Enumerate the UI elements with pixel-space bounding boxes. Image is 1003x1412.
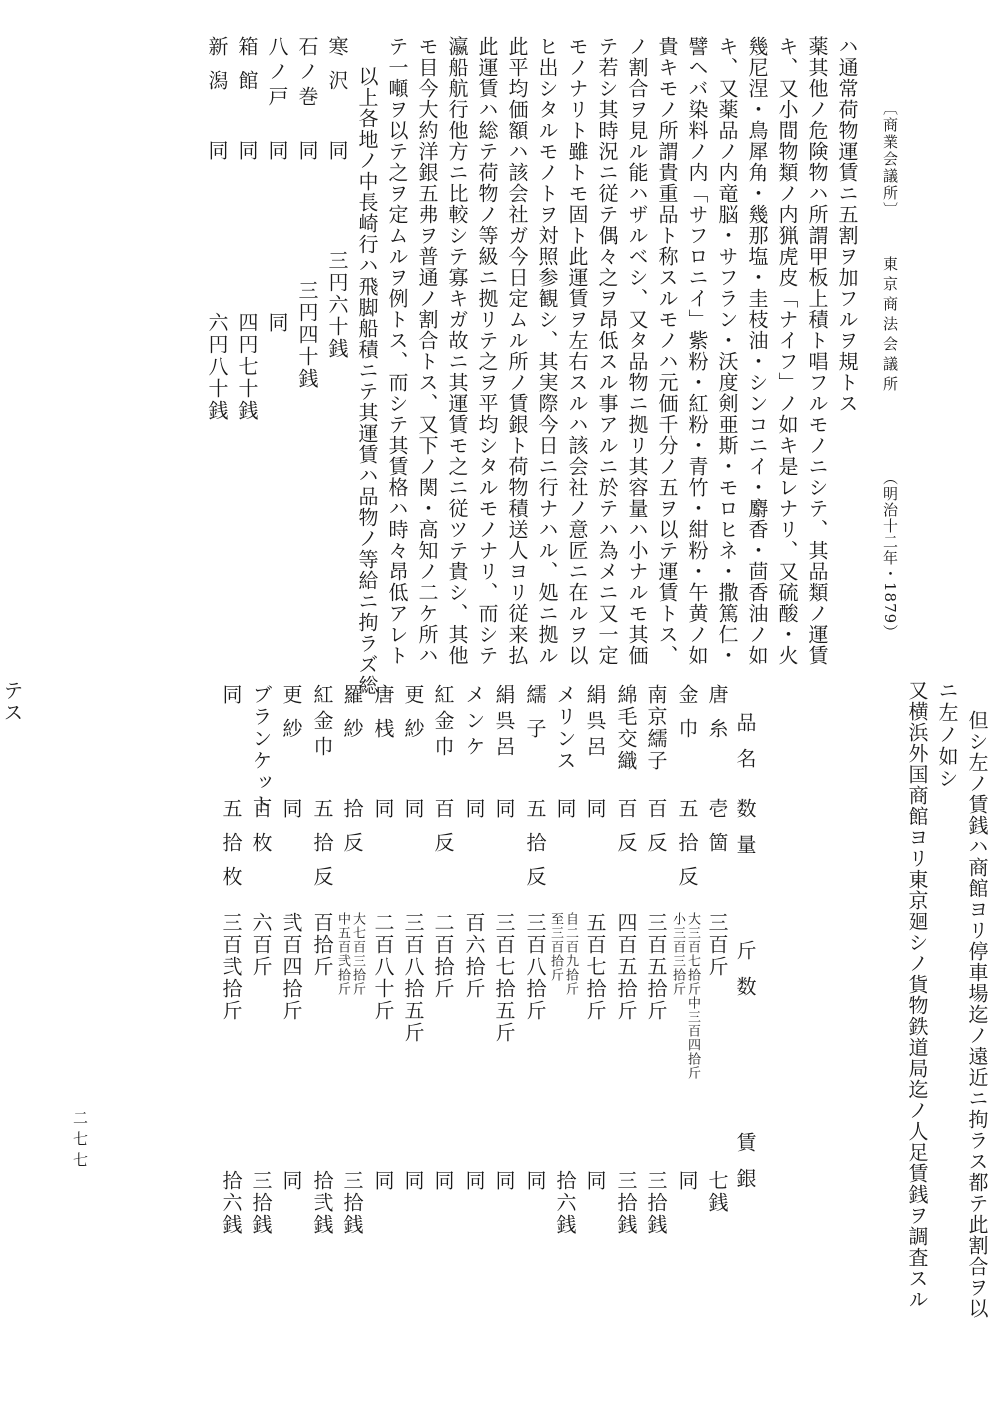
row-item: 綿毛交織 <box>614 684 638 772</box>
header-wage: 賃銀 <box>733 1132 757 1204</box>
row-qty: 拾反 <box>340 798 364 866</box>
row-wage: 七銭 <box>705 1170 729 1214</box>
row-item: 唐糸 <box>705 684 729 752</box>
text-line: モノナリト雖トモ固ト此運賃ヲ左右スルハ該会社ノ意匠ニ在ルヲ以 <box>565 36 589 666</box>
row-weight <box>549 912 577 996</box>
row-qty: 百反 <box>431 798 455 866</box>
text-line: ノ割合ヲ見ル能ハザルベシ、又タ品物ニ拠リ其容量ハ小ナルモ其価 <box>625 36 649 666</box>
row-qty: 百枚 <box>249 798 273 866</box>
text-line: モ目今大約洋銀五弗ヲ普通ノ割合トス、又下ノ関・高知ノ二ケ所ハ <box>415 36 439 666</box>
row-item: 更紗 <box>279 684 303 752</box>
header-qty: 数量 <box>733 798 757 870</box>
rate-unit: 同 <box>265 140 289 162</box>
row-weight: 五百七拾斤 <box>583 912 607 1022</box>
text-line: 譬ヘバ染料ノ内「サフロニイ」紫粉・紅粉・青竹・紺粉・午黄ノ如 <box>685 36 709 666</box>
text-line: 以上各地ノ中長崎行ハ飛脚船積ニテ其運賃ハ品物ノ等給ニ拘ラズ総 <box>355 66 379 696</box>
intro-line: 又横浜外国商館ヨリ東京廻シノ貨物鉄道局迄ノ人足賃銭ヲ調査スル <box>905 680 929 1310</box>
row-item: 南京繻子 <box>644 684 668 772</box>
row-weight: 三百八拾斤 <box>523 912 547 1022</box>
text-line: 瀛船航行他方ニ比較シテ寡キガ故ニ其運賃モ之ニ従ツテ貴シ、其他 <box>445 36 469 666</box>
row-item: 同 <box>219 684 243 718</box>
page-number: 二七七 <box>71 1110 89 1173</box>
row-wage: 拾六銭 <box>219 1170 243 1236</box>
row-item: メンケ <box>462 684 486 762</box>
row-weight: 弐百四拾斤 <box>279 912 303 1022</box>
row-qty: 五拾反 <box>523 798 547 900</box>
publication-date: （明治十二年・1879） <box>881 470 899 641</box>
header-weight: 斤数 <box>733 940 757 1012</box>
row-item: 更紗 <box>401 684 425 752</box>
row-qty: 百反 <box>614 798 638 866</box>
rate-unit: 同 <box>325 140 349 162</box>
rate-place: 石ノ巻 <box>295 36 319 111</box>
row-weight-line: 至三百拾斤 <box>548 912 563 982</box>
row-qty: 同 <box>492 798 516 832</box>
row-wage: 同 <box>523 1170 547 1192</box>
row-weight: 三百七拾五斤 <box>492 912 516 1044</box>
row-wage: 三拾銭 <box>644 1170 668 1236</box>
row-item: 紅金巾 <box>310 684 334 762</box>
row-wage: 拾六銭 <box>553 1170 577 1236</box>
header-item: 品名 <box>733 712 757 784</box>
text-line: 此平均価額ハ該会社ガ今日定ムル所ノ賃銀ト荷物積送人ヨリ従来払 <box>505 36 529 666</box>
row-weight: 四百五拾斤 <box>614 912 638 1022</box>
row-item: 繻子 <box>523 684 547 752</box>
text-line: ハ通常荷物運賃ニ五割ヲ加フルヲ規トス <box>835 36 859 414</box>
text-line: キ、又小間物類ノ内猟虎皮「ナイフ」ノ如キ是レナリ、又硫酸・火 <box>775 36 799 666</box>
row-item: 唐桟 <box>371 684 395 752</box>
row-qty: 同 <box>279 798 303 832</box>
note-line: 但シ左ノ賃銭ハ商館ヨリ停車場迄ノ遠近ニ拘ラス都テ此割合ヲ以 <box>965 710 989 1319</box>
row-wage: 同 <box>492 1170 516 1192</box>
row-wage: 拾弐銭 <box>310 1170 334 1236</box>
row-qty: 壱箇 <box>705 798 729 866</box>
row-weight: 百拾斤 <box>310 912 334 978</box>
rate-price: 四円七十銭 <box>235 312 259 422</box>
text-line: 幾尼涅・鳥犀角・幾那塩・圭枝油・シンコニイ・麝香・茴香油ノ如 <box>745 36 769 666</box>
row-wage: 同 <box>675 1170 699 1192</box>
row-wage: 同 <box>279 1170 303 1192</box>
rate-place: 寒沢 <box>325 36 349 104</box>
text-line: 貴キモノ所謂貴重品ト称スルモノハ元価千分ノ五ヲ以テ運賃トス、 <box>655 36 679 666</box>
row-weight: 六百斤 <box>249 912 273 978</box>
row-weight-line: 自二百九拾斤 <box>563 912 578 996</box>
row-item: 紅金巾 <box>431 684 455 762</box>
row-weight <box>336 912 364 996</box>
row-item: 金巾 <box>675 684 699 752</box>
row-item: 羅紗 <box>340 684 364 752</box>
note-line: テス <box>0 680 24 724</box>
row-qty: 同 <box>401 798 425 832</box>
rate-price: 六円八十銭 <box>205 312 229 422</box>
row-wage: 三拾銭 <box>249 1170 273 1236</box>
intro-line: ニ左ノ如シ <box>935 680 959 790</box>
rate-price: 三円四十銭 <box>295 280 319 390</box>
row-weight-line: 小三百三拾斤 <box>670 912 685 996</box>
source-tag: 〔商業会議所〕 <box>881 100 899 219</box>
text-line: テ若シ其時況ニ従テ偶々之ヲ昂低スル事アルニ於テハ為メニ又一定 <box>595 36 619 666</box>
row-weight: 三百斤 <box>705 912 729 978</box>
row-weight: 三百弐拾斤 <box>219 912 243 1022</box>
row-weight-line: 中五百弐拾斤 <box>335 912 350 996</box>
text-line: 薬其他ノ危険物ハ所謂甲板上積ト唱フルモノニシテ、其品類ノ運賃 <box>805 36 829 666</box>
row-weight-line: 大三百七拾斤中三百四拾斤 <box>685 912 700 1080</box>
row-wage: 同 <box>583 1170 607 1192</box>
row-weight <box>671 912 699 1080</box>
row-item: メリンス <box>553 684 577 772</box>
row-qty: 百反 <box>644 798 668 866</box>
rate-place: 新潟 <box>205 36 229 104</box>
row-item: 絹呉呂 <box>492 684 516 762</box>
row-item: ブランケット <box>249 684 273 816</box>
text-line: 此運賃ハ総テ荷物ノ等級ニ拠リテ之ヲ平均シタルモノナリ、而シテ <box>475 36 499 666</box>
rate-unit: 同 <box>235 140 259 162</box>
row-qty: 五拾反 <box>310 798 334 900</box>
row-qty: 五拾反 <box>675 798 699 900</box>
rate-place: 八ノ戸 <box>265 36 289 111</box>
row-item: 絹呉呂 <box>583 684 607 762</box>
row-weight: 三百八拾五斤 <box>401 912 425 1044</box>
row-weight-line: 大七百三拾斤 <box>350 912 365 996</box>
text-line: キ、又薬品ノ内竜脳・サフラン・沃度剣亜斯・モロヒネ・撒篤仁・ <box>715 36 739 666</box>
row-qty: 同 <box>553 798 577 832</box>
row-wage: 同 <box>401 1170 425 1192</box>
row-wage: 同 <box>462 1170 486 1192</box>
row-qty: 同 <box>371 798 395 832</box>
row-wage: 三拾銭 <box>340 1170 364 1236</box>
row-weight: 二百拾斤 <box>431 912 455 1000</box>
row-qty: 同 <box>583 798 607 832</box>
rate-unit: 同 <box>295 140 319 162</box>
text-line: ヒ出シタルモノトヲ対照参観シ、其実際今日ニ行ナハル、処ニ拠ル <box>535 36 559 666</box>
row-weight: 二百八十斤 <box>371 912 395 1022</box>
row-qty: 五拾枚 <box>219 798 243 900</box>
row-wage: 同 <box>371 1170 395 1192</box>
rate-unit: 同 <box>205 140 229 162</box>
rate-place: 箱館 <box>235 36 259 104</box>
row-wage: 三拾銭 <box>614 1170 638 1236</box>
rate-price: 三円六十銭 <box>325 250 349 360</box>
row-wage: 同 <box>431 1170 455 1192</box>
rate-price: 同 <box>265 312 289 334</box>
row-weight: 百六拾斤 <box>462 912 486 1000</box>
text-line: テ一噸ヲ以テ之ヲ定ムルヲ例トス、而シテ其賃格ハ時々昂低アレト <box>385 36 409 666</box>
row-weight: 三百五拾斤 <box>644 912 668 1022</box>
publisher: 東京商法会議所 <box>881 256 899 396</box>
row-qty: 同 <box>462 798 486 832</box>
